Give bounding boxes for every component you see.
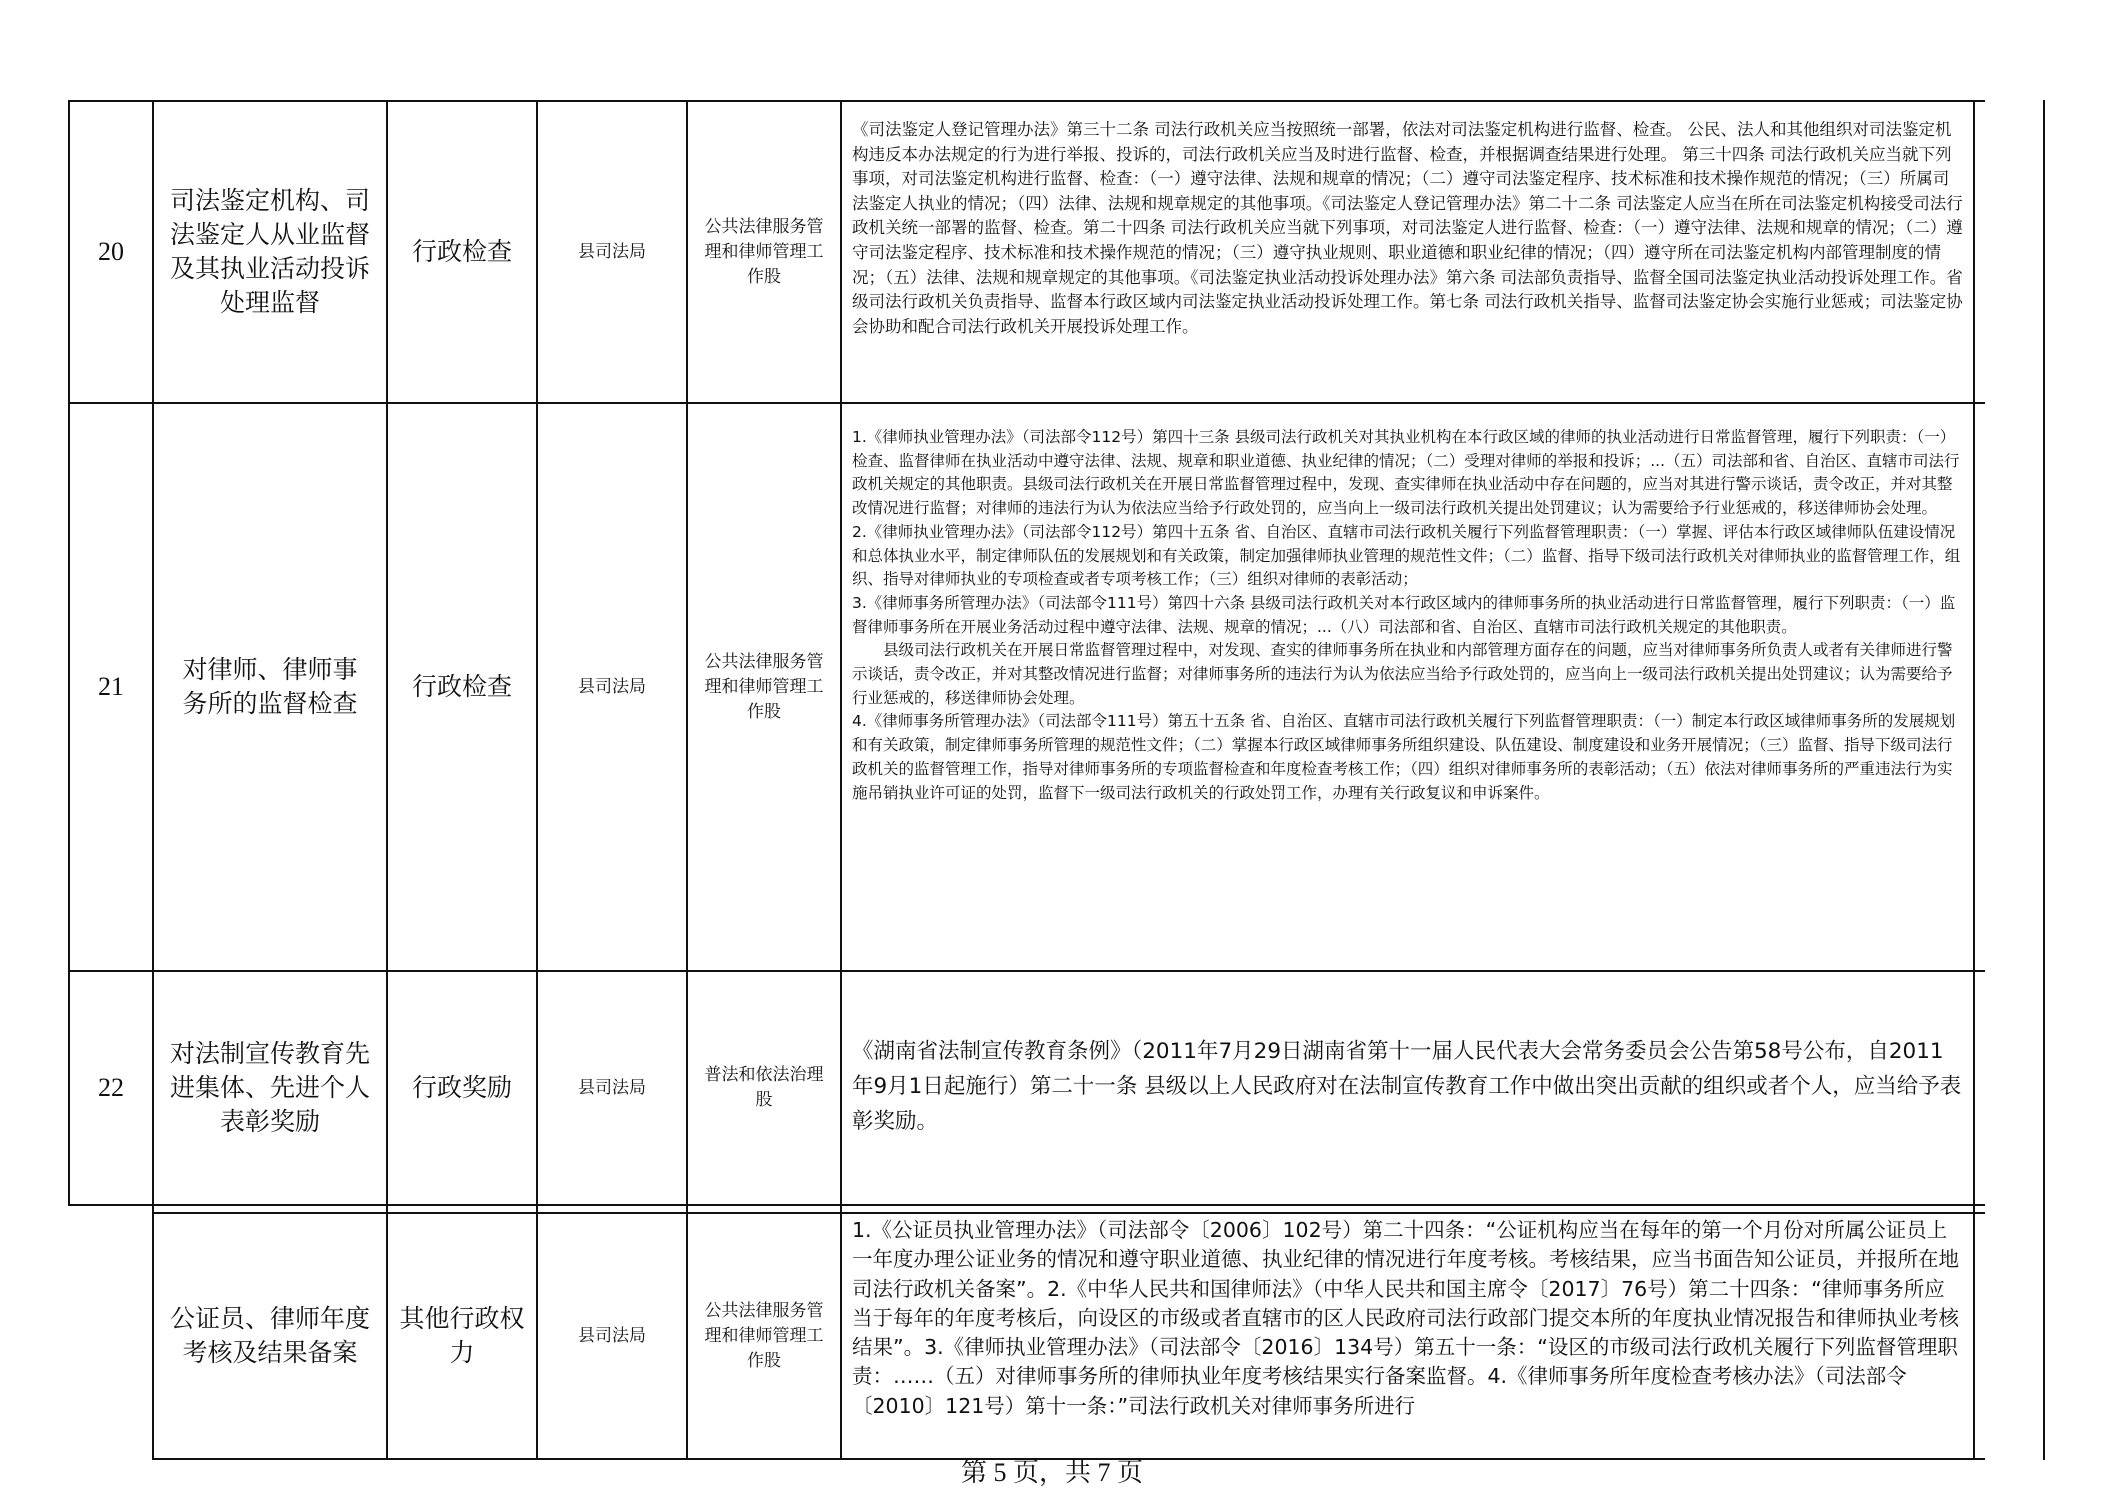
legal-basis-paragraph: 1.《律师执业管理办法》（司法部令112号）第四十三条 县级司法行政机关对其执业机构在本行政区域的律师的执业活动进行日常监督管理，履行下列职责：（一）检查、监督律师在执业活动中遵守法律、法规、规章和职业道德、执业纪律的情况；（二）受理对律师的举报和投诉；...（五）司法部和省、自治区、直辖市司法行政机关规定的其他职责。县级司法行政机关在开展日常监督管理过程中，发现、查实律师在执业活动中存在问题的，应当对其进行警示谈话，责令改正，并对其整改情况进行监督；对律师的违法行为认为依法应当给予行政处罚的，应当向上一级司法行政机关提出处罚建议；认为需要给予行业惩戒的，移送律师协会处理。: [852, 428, 1960, 518]
item-type: 行政奖励: [411, 1073, 512, 1102]
table-border-right: [2043, 100, 2045, 1460]
legal-basis-paragraph: 2.《律师执业管理办法》（司法部令112号）第四十五条 省、自治区、直辖市司法行政机关履行下列监督管理职责：（一）掌握、评估本行政区域律师队伍建设情况和总体执业水平，制定律师队伍的发展规划和有关政策，制定加强律师执业管理的规范性文件；（二）监督、指导下级司法行政机关对律师执业的监督管理工作，组织、指导对律师执业的专项检查或者专项考核工作；（三）组织对律师的表彰活动；: [852, 522, 1961, 589]
agency: 县司法局: [578, 242, 646, 262]
remark: [1975, 404, 2043, 970]
legal-basis: [842, 1216, 1973, 1458]
remark: [1975, 972, 2043, 1204]
item-type: 行政检查: [411, 672, 512, 701]
row-number: 21: [98, 672, 124, 701]
legal-basis-paragraph: 《司法鉴定人登记管理办法》第三十二条 司法行政机关应当按照统一部署，依法对司法鉴定机构进行监督、检查。 公民、法人和其他组织对司法鉴定机构违反本办法规定的行为进行举报、投诉的，司法行政机关应当及时进行监督、检查，并根据调查结果进行处理。 第三十四条 司法行政机关应当就下列事项，对司法鉴定机构进行监督、检查：（一）遵守法律、法规和规章的情况；（二）遵守司法鉴定程序、技术标准和技术操作规范的情况；（三）所属司法鉴定人执业的情况；（四）法律、法规和规章规定的其他事项。《司法鉴定人登记管理办法》第二十二条 司法鉴定人应当在所在司法鉴定机构接受司法行政机关统一部署的监督、检查。第二十四条 司法行政机关应当就下列事项，对司法鉴定人进行监督、检查：（一）遵守法律、法规和规章的情况；（二）遵守司法鉴定程序、技术标准和技术操作规范的情况；（三）遵守执业规则、职业道德和职业纪律的情况；（四）遵守所在司法鉴定机构内部管理制度的情况；（五）法律、法规和规章规定的其他事项。《司法鉴定执业活动投诉处理办法》第六条 司法部负责指导、监督全国司法鉴定执业活动投诉处理工作。省级司法行政机关负责指导、监督本行政区域内司法鉴定执业活动投诉处理工作。第七条 司法行政机关指导、监督司法鉴定协会实施行业惩戒；司法鉴定协会协助和配合司法行政机关开展投诉处理工作。: [852, 120, 1963, 336]
remark: [1975, 102, 2043, 402]
legal-basis: [842, 118, 1973, 400]
agency: 县司法局: [578, 677, 646, 697]
page-footer: 第 5 页，共 7 页: [960, 1458, 1143, 1487]
item-type: 其他行政权力: [399, 1304, 525, 1367]
row-number: 22: [98, 1073, 124, 1102]
legal-basis-paragraph: 1.《公证员执业管理办法》（司法部令〔2006〕102号）第二十四条：“公证机构应当在每年的第一个月份对所属公证员上一年度办理公证业务的情况和遵守职业道德、执业纪律的情况进行年度考核。考核结果，应当书面告知公证员，并报所在地司法行政机关备案”。2.《中华人民共和国律师法》（中华人民共和国主席令〔2017〕76号）第二十四条：“律师事务所应当于每年的年度考核后，向设区的市级或者直辖市的区人民政府司法行政部门提交本所的年度执业情况报告和律师执业考核结果”。3.《律师执业管理办法》（司法部令〔2016〕134号）第五十一条：“设区的市级司法行政机关履行下列监督管理职责：……（五）对律师事务所的律师执业年度考核结果实行备案监督。4.《律师事务所年度检查考核办法》（司法部令〔2010〕121号）第十一条：”司法行政机关对律师事务所进行: [852, 1218, 1959, 1418]
legal-basis-paragraph: 县级司法行政机关在开展日常监督管理过程中，对发现、查实的律师事务所在执业和内部管理方面存在的问题，应当对律师事务所负责人或者有关律师进行警示谈话，责令改正，并对其整改情况进行监督；对律师事务所的违法行为认为依法应当给予行政处罚的，应当向上一级司法行政机关提出处罚建议；认为需要给予行业惩戒的，移送律师协会处理。: [852, 641, 1953, 707]
item-name: 对法制宣传教育先进集体、先进个人表彰奖励: [170, 1039, 371, 1136]
legal-basis-paragraph: 4.《律师事务所管理办法》（司法部令111号）第五十五条 省、自治区、直辖市司法行政机关履行下列监督管理职责：（一）制定本行政区域律师事务所的发展规划和有关政策，制定律师事务所管理的规范性文件；（二）掌握本行政区域律师事务所组织建设、队伍建设、制度建设和业务开展情况；（三）监督、指导下级司法行政机关的监督管理工作，指导对律师事务所的专项监督检查和年度检查考核工作；（四）组织对律师事务所的表彰活动；（五）依法对律师事务所的严重违法行为实施吊销执业许可证的处罚，监督下一级司法行政机关的行政处罚工作，办理有关行政复议和申诉案件。: [852, 712, 1956, 802]
department: 普法和依法治理股: [704, 1065, 824, 1110]
department: 公共法律服务管理和律师管理工作股: [704, 651, 824, 722]
legal-basis-paragraph: 3.《律师事务所管理办法》（司法部令111号）第四十六条 县级司法行政机关对本行政区域内的律师事务所的执业活动进行日常监督管理，履行下列职责：（一）监督律师事务所在开展业务活动过程中遵守法律、法规、规章的情况；...（八）司法部和省、自治区、直辖市司法行政机关规定的其他职责。: [852, 593, 1956, 636]
item-name: 司法鉴定机构、司法鉴定人从业监督及其执业活动投诉处理监督: [169, 186, 370, 317]
legal-basis: [842, 426, 1973, 968]
agency: 县司法局: [578, 1326, 646, 1346]
legal-basis: [842, 1034, 1973, 1194]
legal-basis-paragraph: 《湖南省法制宣传教育条例》（2011年7月29日湖南省第十一届人民代表大会常务委员会公告第58号公布，自2011年9月1日起施行）第二十一条 县级以上人民政府对在法制宣传教育工作中做出突出贡献的组织或者个人，应当给予表彰奖励。: [852, 1039, 1962, 1134]
agency: 县司法局: [578, 1078, 646, 1098]
item-name: 公证员、律师年度考核及结果备案: [169, 1304, 370, 1367]
remark: [1975, 1214, 2043, 1458]
department: 公共法律服务管理和律师管理工作股: [704, 216, 824, 287]
row-divider: [68, 1204, 1985, 1206]
row-number: 20: [98, 237, 124, 266]
item-name: 对律师、律师事务所的监督检查: [182, 655, 358, 718]
item-type: 行政检查: [411, 237, 512, 266]
department: 公共法律服务管理和律师管理工作股: [704, 1300, 824, 1371]
